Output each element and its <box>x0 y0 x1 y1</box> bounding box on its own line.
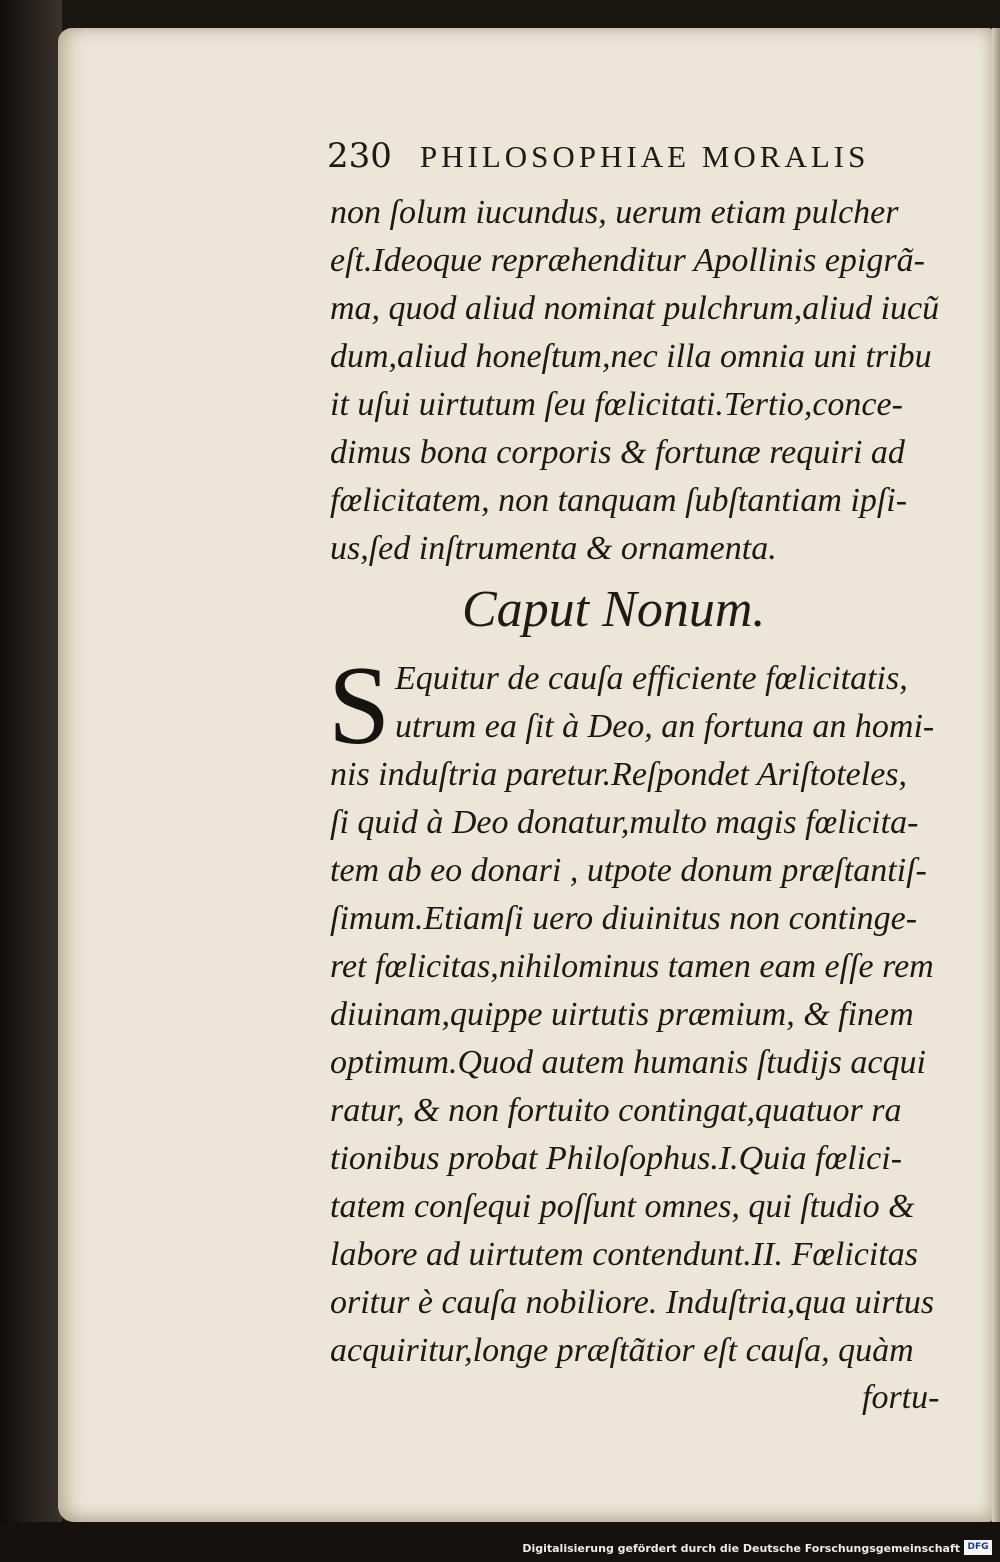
chapter-heading: Caput Nonum. <box>462 581 766 638</box>
page-number: 230 <box>327 136 392 176</box>
text-line: fœlicitatem, non tanquam ſubſtantiam ipſi- <box>330 482 908 519</box>
text-line: labore ad uirtutem contendunt.II. Fœlicitas <box>330 1236 918 1273</box>
text-line: oritur è cauſa nobiliore. Induſtria,qua uirtus <box>330 1284 935 1321</box>
text-line: eſt.Ideoque repræhenditur Apollinis epigrã- <box>330 242 925 279</box>
text-line: tatem conſequi poſſunt omnes, qui ſtudio & <box>330 1188 915 1225</box>
text-line: tem ab eo donari , utpote donum præſtantiſ- <box>330 852 927 889</box>
text-line: utrum ea ſit à Deo, an fortuna an homi- <box>395 708 935 745</box>
text-line: ratur, & non fortuito contingat,quatuor ra <box>330 1092 902 1129</box>
text-line: acquiritur,longe præſtãtior eſt cauſa, quàm <box>330 1332 914 1369</box>
text-line: it uſui uirtutum ſeu fœlicitati.Tertio,conce- <box>330 386 903 423</box>
book-binding <box>0 0 62 1562</box>
text-line: dum,aliud honeſtum,nec illa omnia uni tribu <box>330 338 932 375</box>
running-title: PHILOSOPHIAE MORALIS <box>419 139 870 174</box>
dfg-logo-icon: DFG <box>964 1540 992 1555</box>
drop-cap: S <box>328 644 391 768</box>
text-line: optimum.Quod autem humanis ſtudijs acqui <box>330 1044 926 1081</box>
text-line: Equitur de cauſa efficiente fœlicitatis, <box>395 660 908 697</box>
text-line: nis induſtria paretur.Reſpondet Ariſtoteles, <box>330 756 908 793</box>
footer-credit: Digitalisierung gefördert durch die Deutsche Forschungsgemeinschaft <box>522 1542 960 1555</box>
text-line: ſimum.Etiamſi uero diuinitus non continge- <box>330 900 918 937</box>
text-line: tionibus probat Philoſophus.I.Quia fœlici- <box>330 1140 903 1177</box>
text-line: non ſolum iucundus, uerum etiam pulcher <box>330 194 899 231</box>
catchword: fortu- <box>862 1379 940 1416</box>
text-line: ſi quid à Deo donatur,multo magis fœlicita- <box>330 804 919 841</box>
text-line: ma, quod aliud nominat pulchrum,aliud iucũ <box>330 290 940 327</box>
page-edge <box>992 28 1000 1522</box>
text-line: dimus bona corporis & fortunæ requiri ad <box>330 434 905 471</box>
text-line: diuinam,quippe uirtutis præmium, & finem <box>330 996 914 1033</box>
text-line: ret fœlicitas,nihilominus tamen eam eſſe rem <box>330 948 934 985</box>
running-head <box>327 136 923 180</box>
text-line: us,ſed inſtrumenta & ornamenta. <box>330 530 777 567</box>
